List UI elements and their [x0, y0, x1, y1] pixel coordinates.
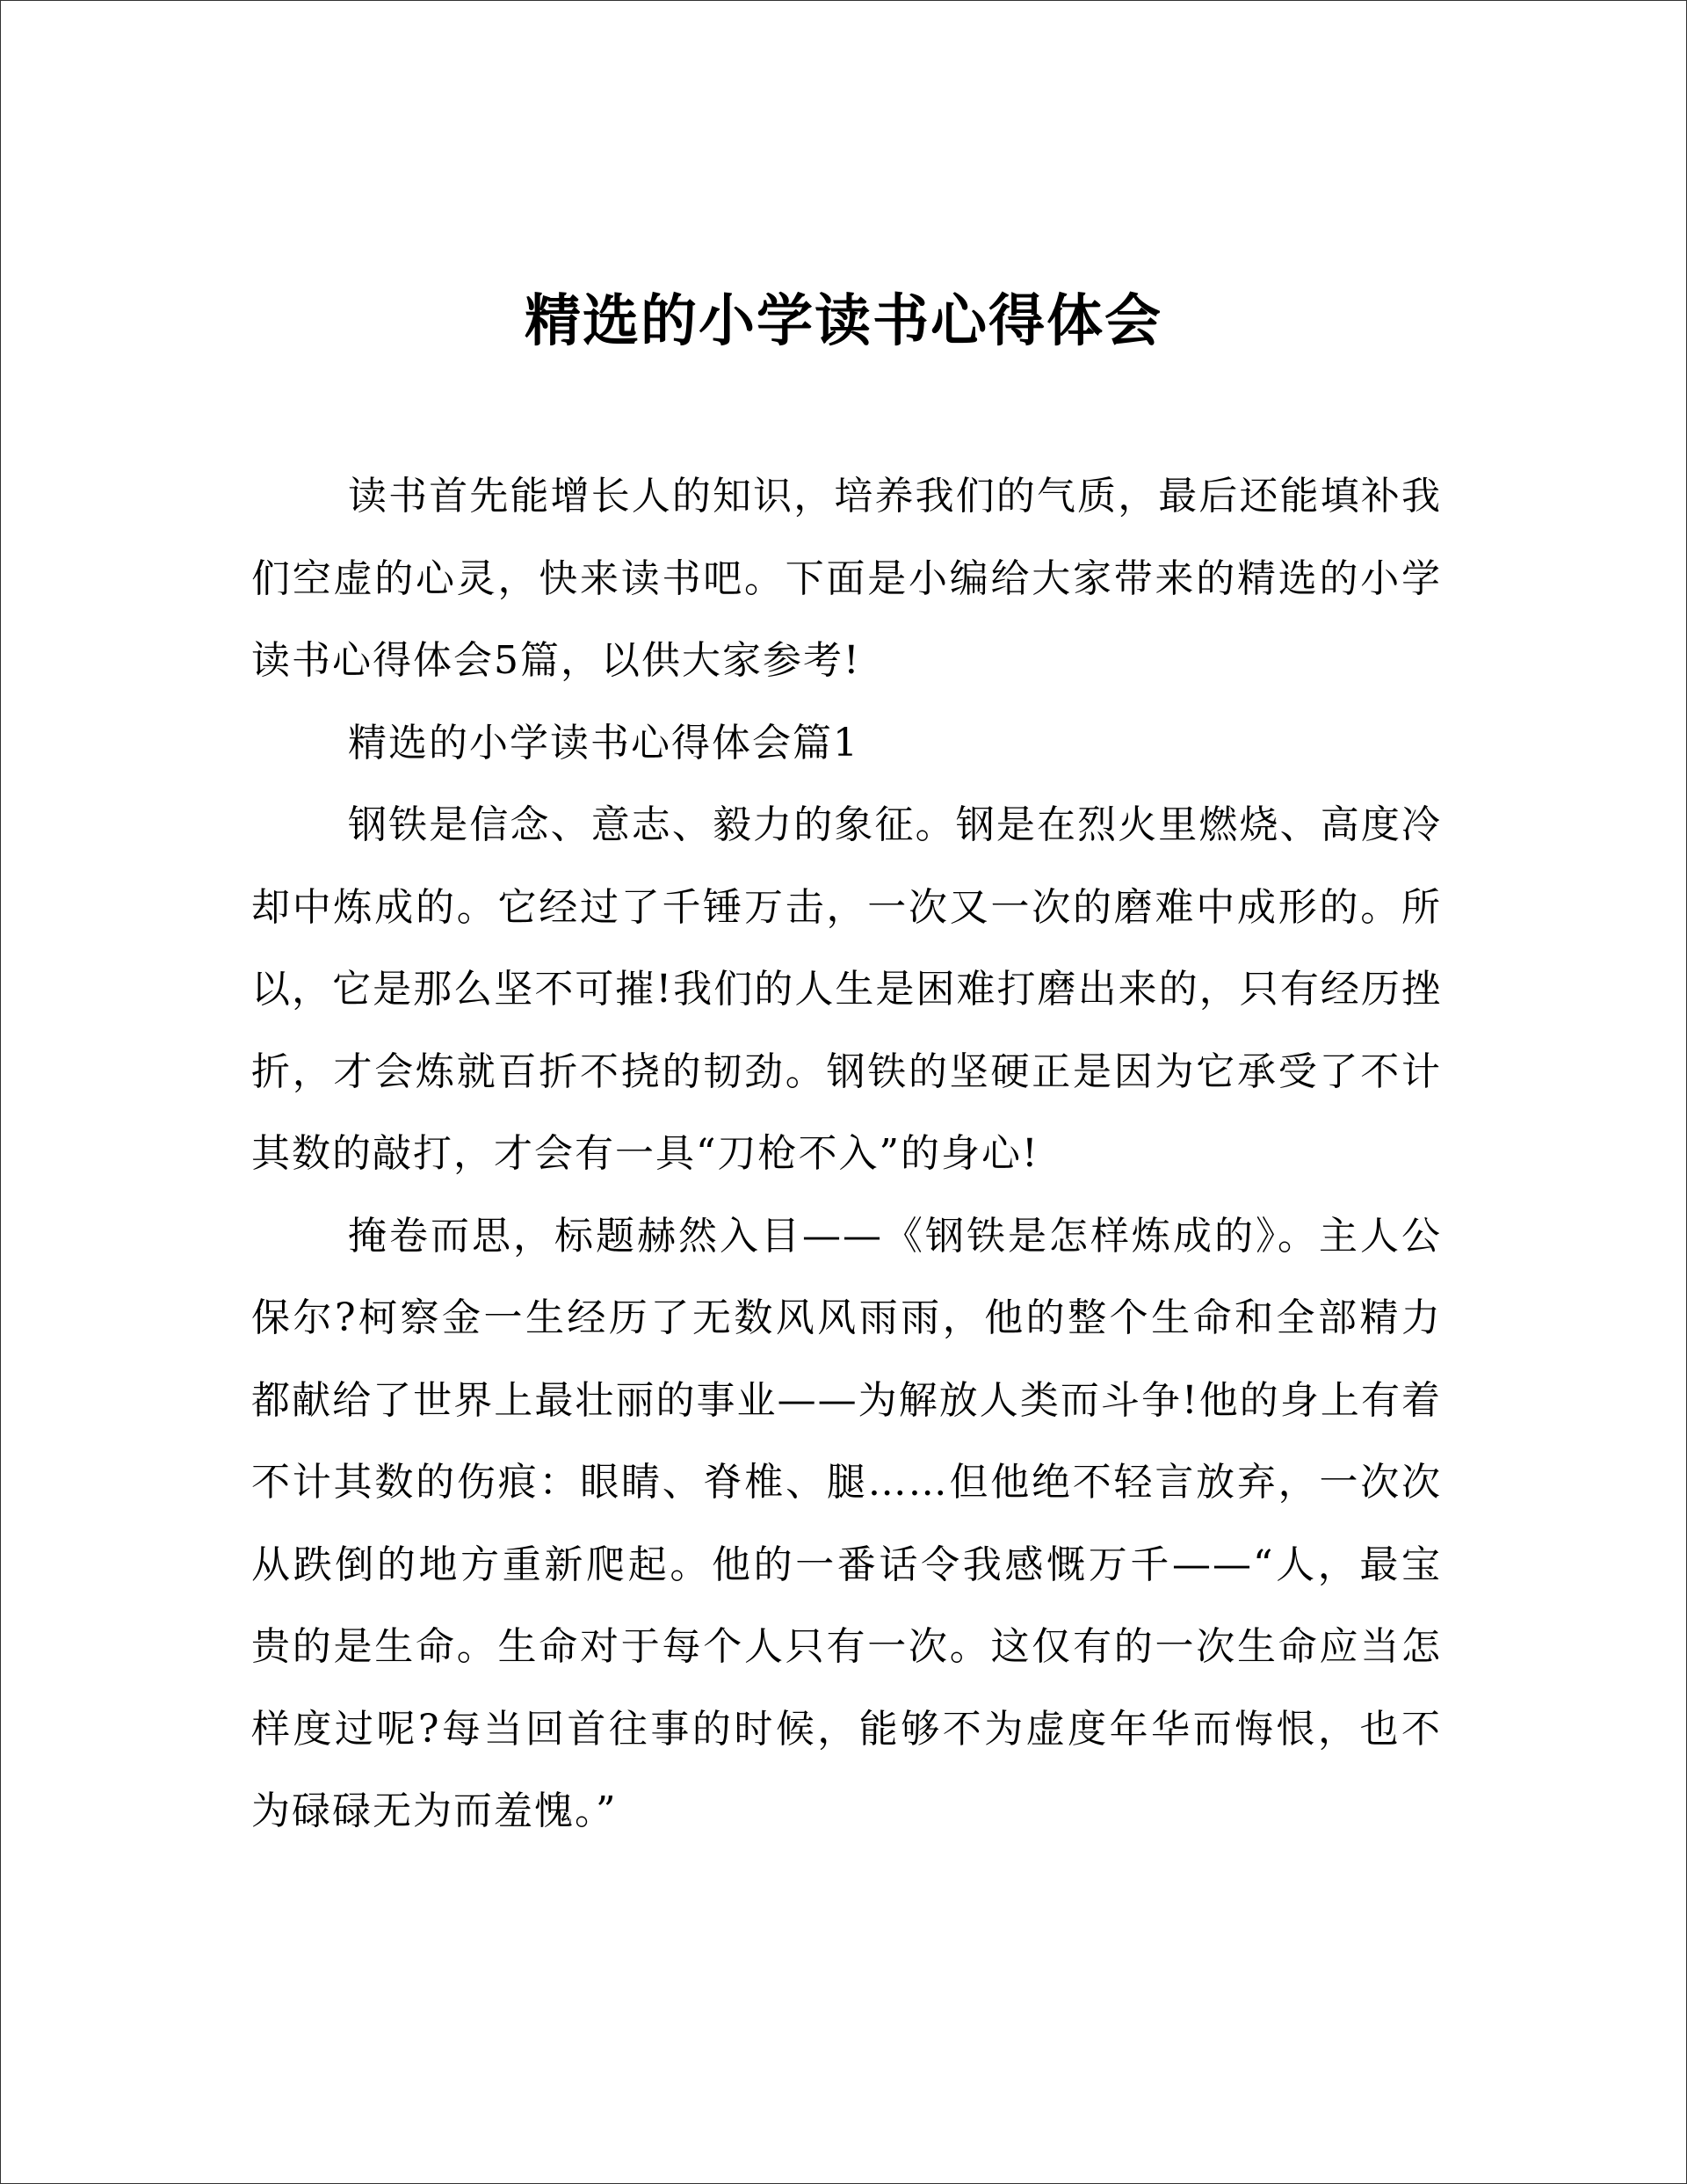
intro-paragraph: 读书首先能增长人的知识，培养我们的气质，最后还能填补我们空虚的心灵，快来读书吧。下面是小编给大家带来的精选的小学读书心得体会5篇，以供大家参考! — [251, 474, 1442, 683]
body-paragraph: 钢铁是信念、意志、毅力的象征。钢是在烈火里燃烧、高度冷却中炼成的。它经过了千锤万击，一次又一次的磨难中成形的。所以，它是那么坚不可摧!我们的人生是困难打磨出来的，只有经历挫折，才会炼就百折不挠的韧劲。钢铁的坚硬正是因为它承受了不计其数的敲打，才会有一具“刀枪不入”的身心! — [251, 802, 1442, 1176]
document-body — [251, 455, 1442, 1853]
section-heading: 精选的小学读书心得体会篇1 — [348, 720, 859, 765]
page-title: 精选的小学读书心得体会 — [525, 289, 1162, 354]
body-paragraph: 掩卷而思，标题赫然入目——《钢铁是怎样炼成的》。主人公保尔?柯察金一生经历了无数风风雨雨，他的整个生命和全部精力都献给了世界上最壮丽的事业——为解放人类而斗争!他的身上有着不计其数的伤痕：眼睛、脊椎、腿……但他绝不轻言放弃，一次次从跌倒的地方重新爬起。他的一番话令我感慨万千——“人，最宝贵的是生命。生命对于每个人只有一次。这仅有的一次生命应当怎样度过呢?每当回首往事的时候，能够不为虚度年华而悔恨，也不为碌碌无为而羞愧。” — [251, 1213, 1442, 1833]
